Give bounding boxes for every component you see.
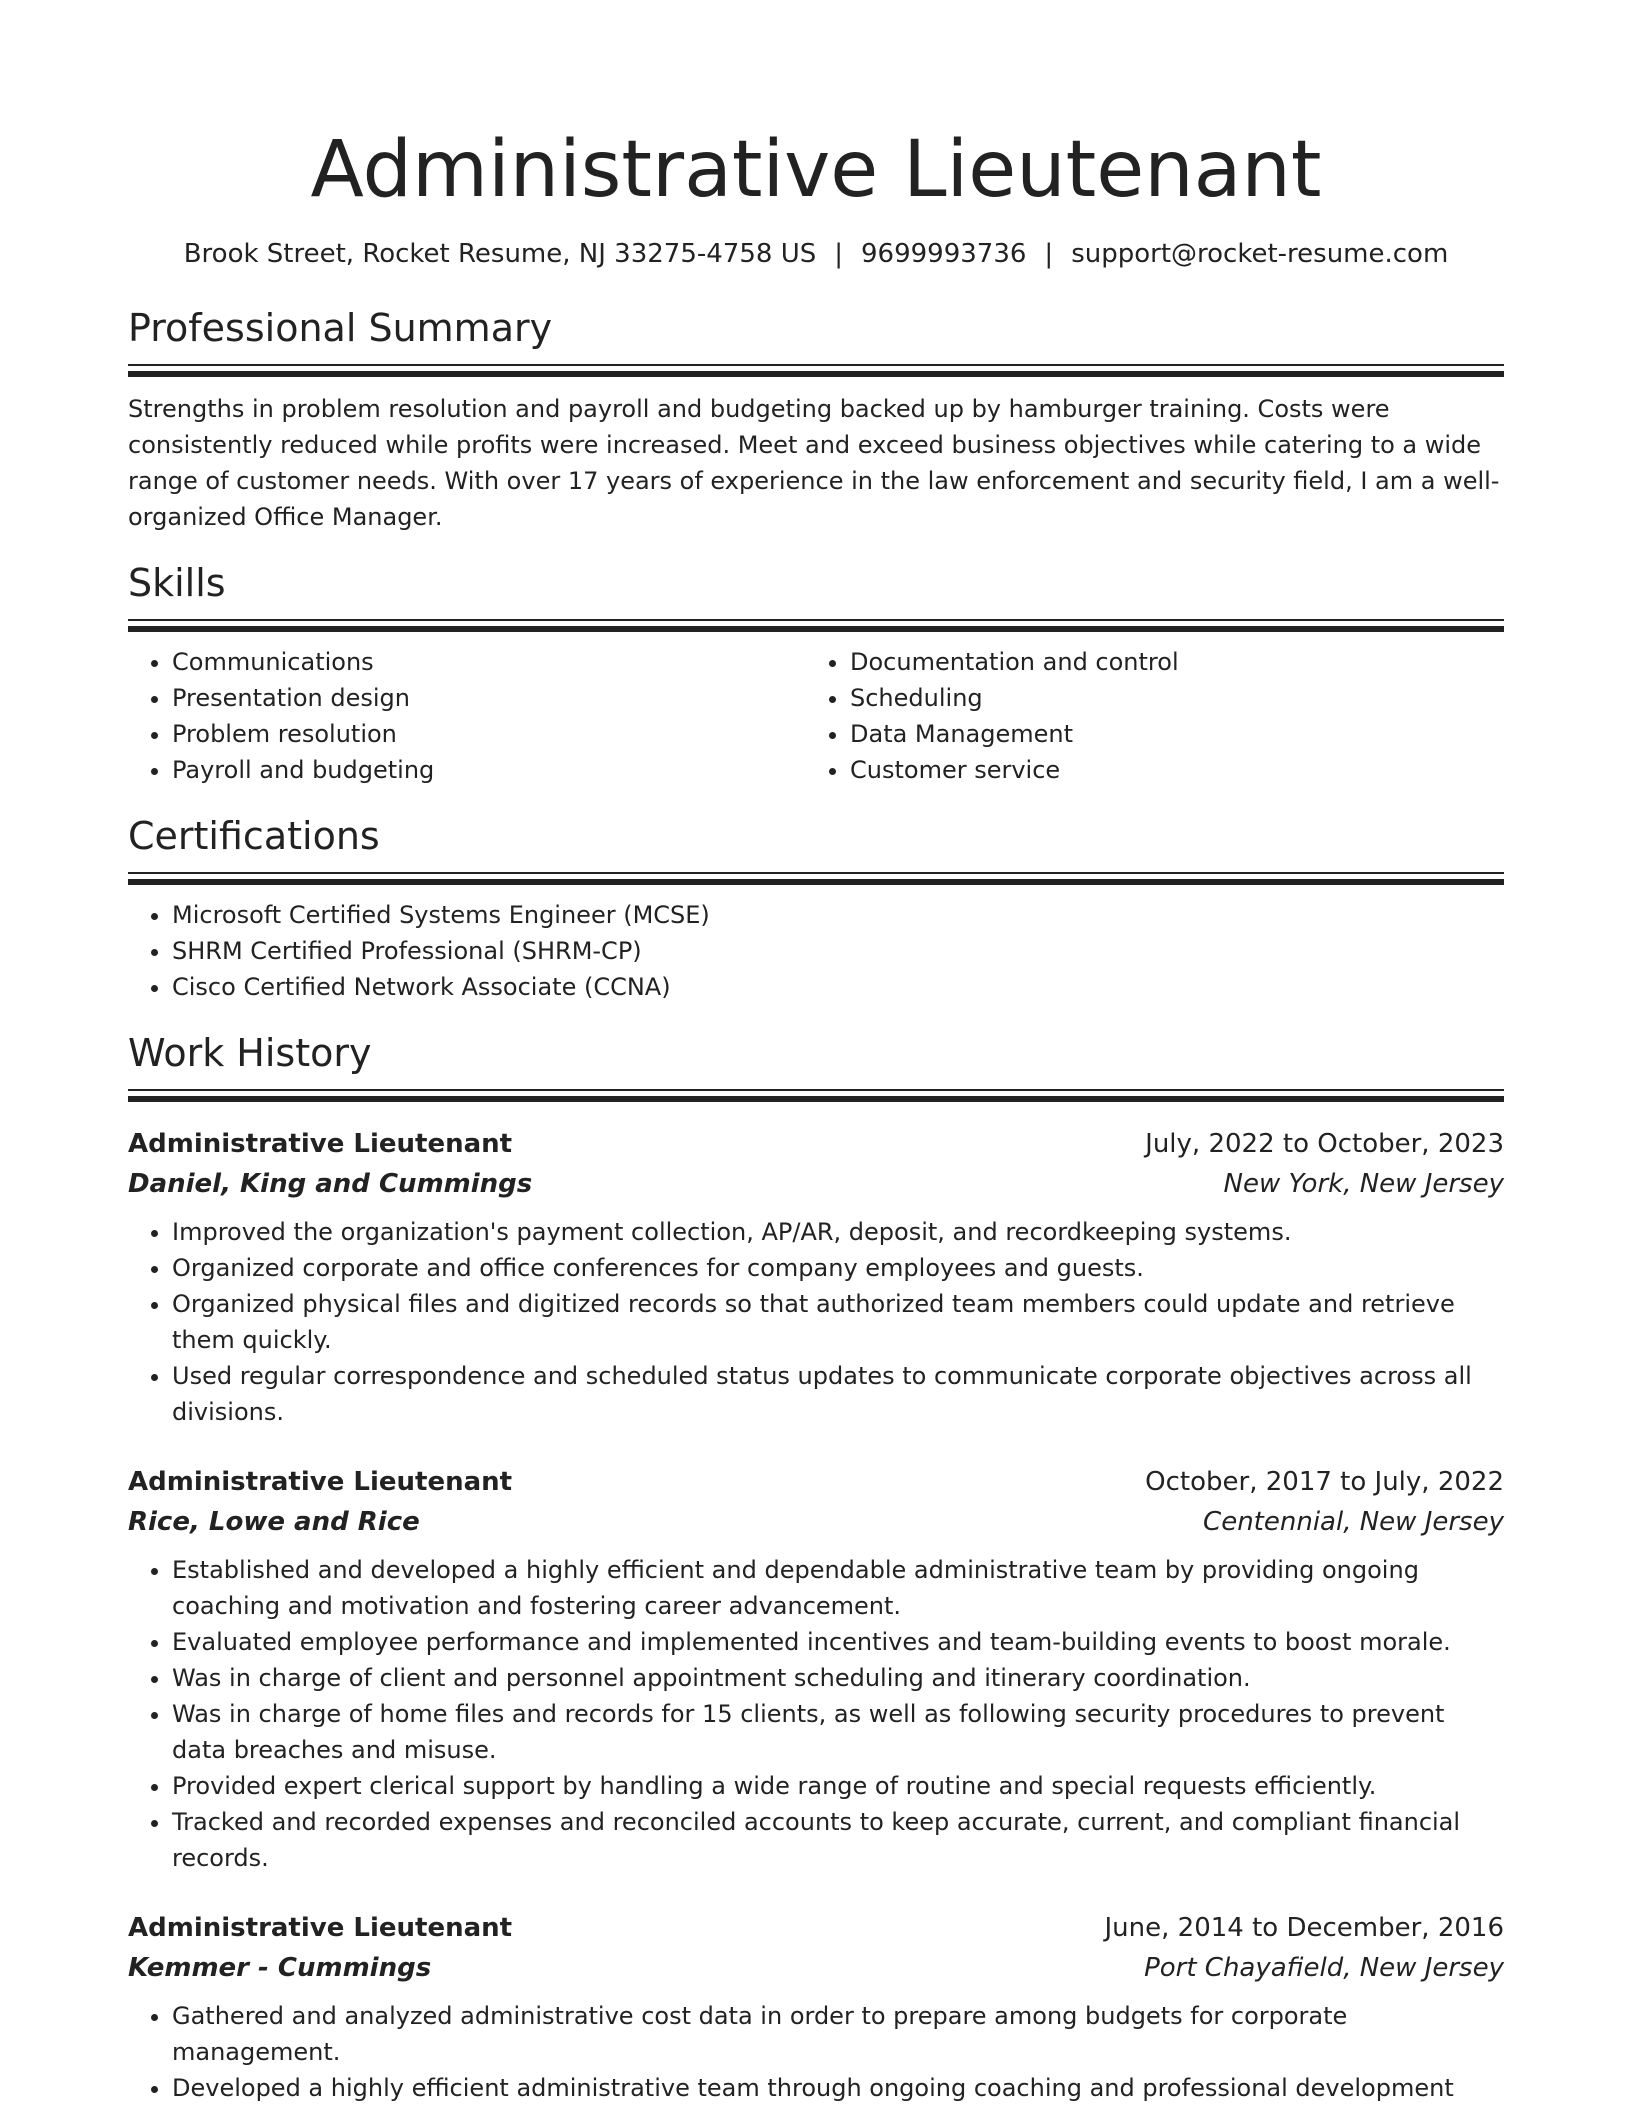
certifications-section bbox=[128, 810, 1504, 1005]
contact-email: support@rocket-resume.com bbox=[1071, 239, 1449, 269]
contact-phone: 9699993736 bbox=[861, 239, 1027, 269]
skill-item: • Problem resolution bbox=[172, 716, 806, 752]
job-location: Port Chayafield, New Jersey bbox=[1144, 1953, 1504, 1983]
section-divider bbox=[128, 872, 1504, 885]
job-bullets bbox=[128, 1214, 1504, 1430]
job-bullet: • Provided expert clerical support by handling a wide range of routine and special requests efficiently. bbox=[172, 1768, 1504, 1804]
certification-item: • Microsoft Certified Systems Engineer (MCSE) bbox=[172, 897, 1504, 933]
job-company-row bbox=[128, 1948, 1504, 1988]
skills-list-right bbox=[806, 644, 1484, 788]
job-dates: July, 2022 to October, 2023 bbox=[1145, 1129, 1504, 1159]
job-bullet: • Evaluated employee performance and implemented incentives and team-building events to boost morale. bbox=[172, 1624, 1504, 1660]
skills-list-left bbox=[128, 644, 806, 788]
job-company: Rice, Lowe and Rice bbox=[128, 1507, 420, 1537]
skill-item: • Presentation design bbox=[172, 680, 806, 716]
job-bullet: • Developed a highly efficient administrative team through ongoing coaching and professional development bbox=[172, 2070, 1504, 2106]
skill-item: • Documentation and control bbox=[850, 644, 1484, 680]
certification-item: • SHRM Certified Professional (SHRM-CP) bbox=[172, 933, 1504, 969]
section-divider bbox=[128, 1089, 1504, 1102]
summary-text: Strengths in problem resolution and payroll and budgeting backed up by hamburger training. Costs were consistently reduced while profits were increased. Meet and exceed business objectives while catering to a wide range of customer needs. With over 17 years of experience in the law enforcement and security field, I am a well-organized Office Manager. bbox=[128, 395, 1500, 531]
skill-item: • Customer service bbox=[850, 752, 1484, 788]
contact-separator: | bbox=[1044, 239, 1054, 269]
skill-item: • Communications bbox=[172, 644, 806, 680]
job-entry bbox=[128, 1124, 1504, 1430]
skill-item: • Scheduling bbox=[850, 680, 1484, 716]
job-entry bbox=[128, 1462, 1504, 1876]
section-title-certifications: Certifications bbox=[128, 814, 380, 858]
job-bullet: • Organized physical files and digitized records so that authorized team members could update and retrieve them quickly. bbox=[172, 1286, 1504, 1358]
skills-section bbox=[128, 557, 1504, 788]
certifications-list bbox=[128, 897, 1504, 1005]
section-divider bbox=[128, 364, 1504, 377]
job-bullet: • Established and developed a highly efficient and dependable administrative team by providing ongoing coaching and motivation and fostering career advancement. bbox=[172, 1552, 1504, 1624]
job-bullets bbox=[128, 1552, 1504, 1876]
contact-separator: | bbox=[834, 239, 843, 269]
job-bullet: • Used regular correspondence and scheduled status updates to communicate corporate objectives across all divisions. bbox=[172, 1358, 1504, 1430]
skill-item: • Payroll and budgeting bbox=[172, 752, 806, 788]
job-location: New York, New Jersey bbox=[1223, 1169, 1504, 1199]
job-bullet: • Tracked and recorded expenses and reconciled accounts to keep accurate, current, and compliant financial records. bbox=[172, 1804, 1504, 1876]
job-bullet: • Organized corporate and office conferences for company employees and guests. bbox=[172, 1250, 1504, 1286]
skill-item: • Data Management bbox=[850, 716, 1484, 752]
job-company: Daniel, King and Cummings bbox=[128, 1169, 533, 1199]
job-location: Centennial, New Jersey bbox=[1203, 1507, 1504, 1537]
section-title-summary: Professional Summary bbox=[128, 306, 553, 350]
job-dates: October, 2017 to July, 2022 bbox=[1145, 1467, 1504, 1497]
job-bullet: • Improved the organization's payment collection, AP/AR, deposit, and recordkeeping systems. bbox=[172, 1214, 1504, 1250]
job-bullet: • Was in charge of client and personnel appointment scheduling and itinerary coordination. bbox=[172, 1660, 1504, 1696]
job-entry bbox=[128, 1908, 1504, 2106]
work-history-section bbox=[128, 1027, 1504, 2106]
job-dates: June, 2014 to December, 2016 bbox=[1104, 1913, 1504, 1943]
job-title: Administrative Lieutenant bbox=[128, 1913, 513, 1943]
job-bullet: • Gathered and analyzed administrative cost data in order to prepare among budgets for corporate management. bbox=[172, 1998, 1504, 2070]
section-title-skills: Skills bbox=[128, 561, 226, 605]
summary-section bbox=[128, 302, 1504, 535]
job-header-row bbox=[128, 1908, 1504, 1948]
resume-name: Administrative Lieutenant bbox=[310, 125, 1322, 215]
certification-item: • Cisco Certified Network Associate (CCNA) bbox=[172, 969, 1504, 1005]
job-bullet: • Was in charge of home files and records for 15 clients, as well as following security procedures to prevent data breaches and misuse. bbox=[172, 1696, 1504, 1768]
resume-page bbox=[128, 0, 1504, 2106]
contact-line bbox=[128, 236, 1504, 272]
job-company: Kemmer - Cummings bbox=[128, 1953, 432, 1983]
section-title-work-history: Work History bbox=[128, 1031, 372, 1075]
job-title: Administrative Lieutenant bbox=[128, 1467, 513, 1497]
skills-grid bbox=[128, 644, 1504, 788]
job-header-row bbox=[128, 1124, 1504, 1164]
section-divider bbox=[128, 619, 1504, 632]
contact-address: Brook Street, Rocket Resume, NJ 33275-4758 US bbox=[183, 239, 817, 269]
job-bullets bbox=[128, 1998, 1504, 2106]
job-company-row bbox=[128, 1502, 1504, 1542]
job-title: Administrative Lieutenant bbox=[128, 1129, 513, 1159]
job-company-row bbox=[128, 1164, 1504, 1204]
job-header-row bbox=[128, 1462, 1504, 1502]
